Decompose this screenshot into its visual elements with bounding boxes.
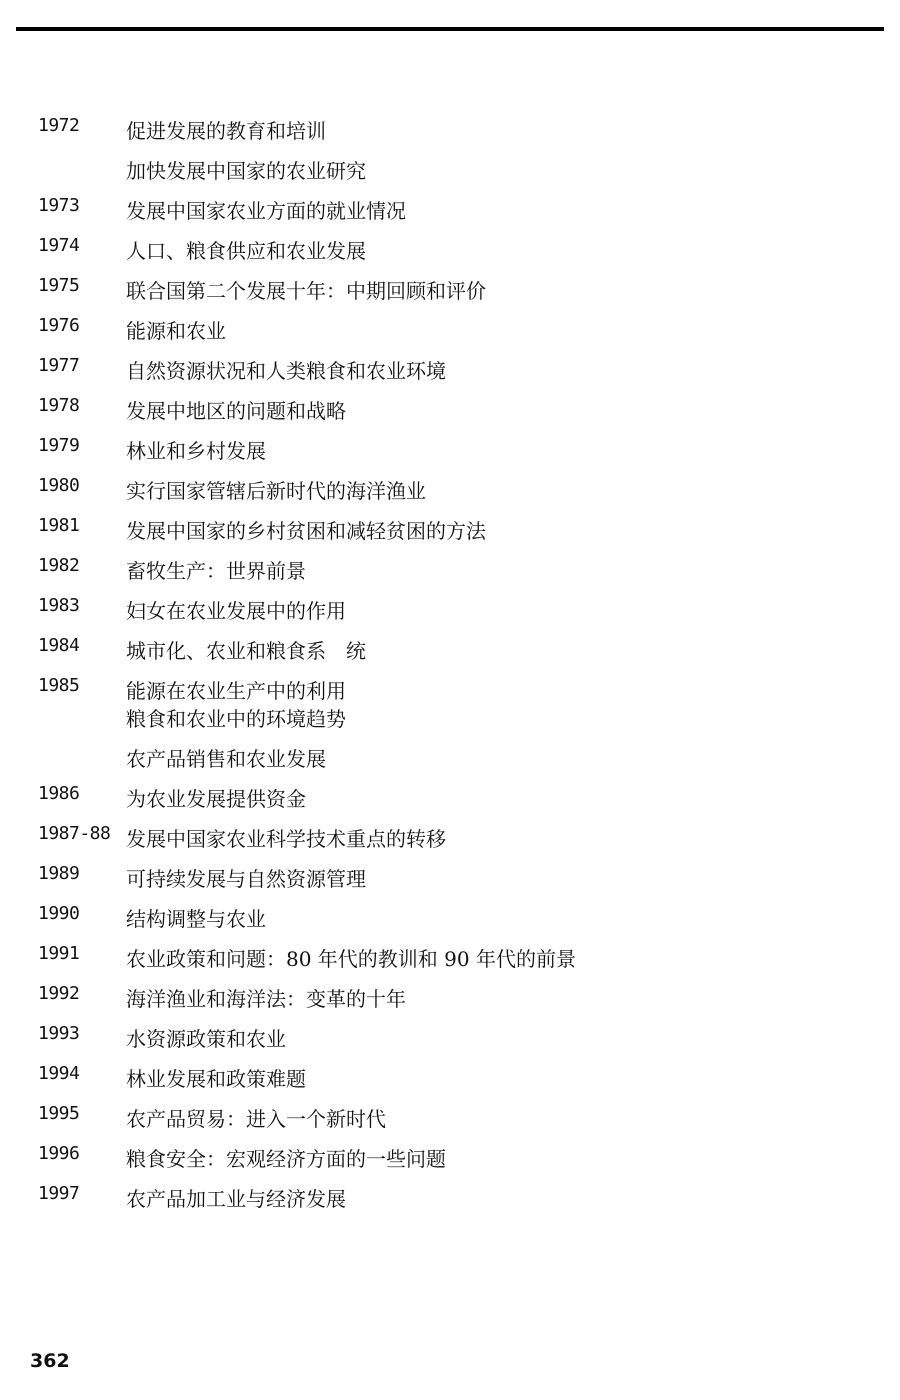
entry-year: 1985 xyxy=(38,675,80,696)
entry-year: 1992 xyxy=(38,983,80,1004)
entry-title: 能源和农业 xyxy=(126,319,226,343)
entry-title: 林业和乡村发展 xyxy=(126,439,266,463)
entry-title: 农产品贸易：进入一个新时代 xyxy=(126,1107,386,1131)
entry-year: 1990 xyxy=(38,903,80,924)
entry-year: 1980 xyxy=(38,475,80,496)
entry-title: 可持续发展与自然资源管理 xyxy=(126,867,366,891)
entry-year: 1981 xyxy=(38,515,80,536)
entry-year: 1983 xyxy=(38,595,80,616)
entry-title: 妇女在农业发展中的作用 xyxy=(126,599,346,623)
entry-title: 城市化、农业和粮食系 统 xyxy=(126,639,366,663)
entry-title: 发展中国家农业方面的就业情况 xyxy=(126,199,406,223)
entry-title: 自然资源状况和人类粮食和农业环境 xyxy=(126,359,446,383)
entry-year: 1982 xyxy=(38,555,80,576)
entry-year: 1995 xyxy=(38,1103,80,1124)
page-number: 362 xyxy=(30,1350,70,1372)
entry-title: 实行国家管辖后新时代的海洋渔业 xyxy=(126,479,426,503)
entry-year: 1987-88 xyxy=(38,823,111,844)
entry-year: 1993 xyxy=(38,1023,80,1044)
entry-year: 1997 xyxy=(38,1183,80,1204)
entry-title: 促进发展的教育和培训 xyxy=(126,119,326,143)
entry-title: 海洋渔业和海洋法：变革的十年 xyxy=(126,987,406,1011)
entry-year: 1977 xyxy=(38,355,80,376)
entry-title: 畜牧生产：世界前景 xyxy=(126,559,306,583)
entry-title: 林业发展和政策难题 xyxy=(126,1067,306,1091)
entry-year: 1991 xyxy=(38,943,80,964)
entry-title: 农产品销售和农业发展 xyxy=(126,747,326,771)
entry-title: 农业政策和问题：80 年代的教训和 90 年代的前景 xyxy=(126,947,576,971)
entry-year: 1978 xyxy=(38,395,80,416)
entry-year: 1973 xyxy=(38,195,80,216)
entry-year: 1986 xyxy=(38,783,80,804)
entry-title: 为农业发展提供资金 xyxy=(126,787,306,811)
entry-title: 农产品加工业与经济发展 xyxy=(126,1187,346,1211)
entry-title: 粮食安全：宏观经济方面的一些问题 xyxy=(126,1147,446,1171)
entry-title: 水资源政策和农业 xyxy=(126,1027,286,1051)
entry-title: 发展中地区的问题和战略 xyxy=(126,399,346,423)
top-rule xyxy=(16,27,884,31)
entry-title: 结构调整与农业 xyxy=(126,907,266,931)
entry-year: 1972 xyxy=(38,115,80,136)
entry-year: 1976 xyxy=(38,315,80,336)
entry-title: 发展中国家的乡村贫困和减轻贫困的方法 xyxy=(126,519,486,543)
entry-title: 人口、粮食供应和农业发展 xyxy=(126,239,366,263)
entry-year: 1989 xyxy=(38,863,80,884)
entry-year: 1994 xyxy=(38,1063,80,1084)
entry-year: 1979 xyxy=(38,435,80,456)
entry-title-line2: 粮食和农业中的环境趋势 xyxy=(126,707,346,731)
entry-year: 1974 xyxy=(38,235,80,256)
entry-year: 1996 xyxy=(38,1143,80,1164)
entry-year: 1975 xyxy=(38,275,80,296)
entry-title: 能源在农业生产中的利用 xyxy=(126,679,346,703)
entry-title: 发展中国家农业科学技术重点的转移 xyxy=(126,827,446,851)
entry-title: 联合国第二个发展十年：中期回顾和评价 xyxy=(126,279,486,303)
entry-title: 加快发展中国家的农业研究 xyxy=(126,159,366,183)
entry-year: 1984 xyxy=(38,635,80,656)
